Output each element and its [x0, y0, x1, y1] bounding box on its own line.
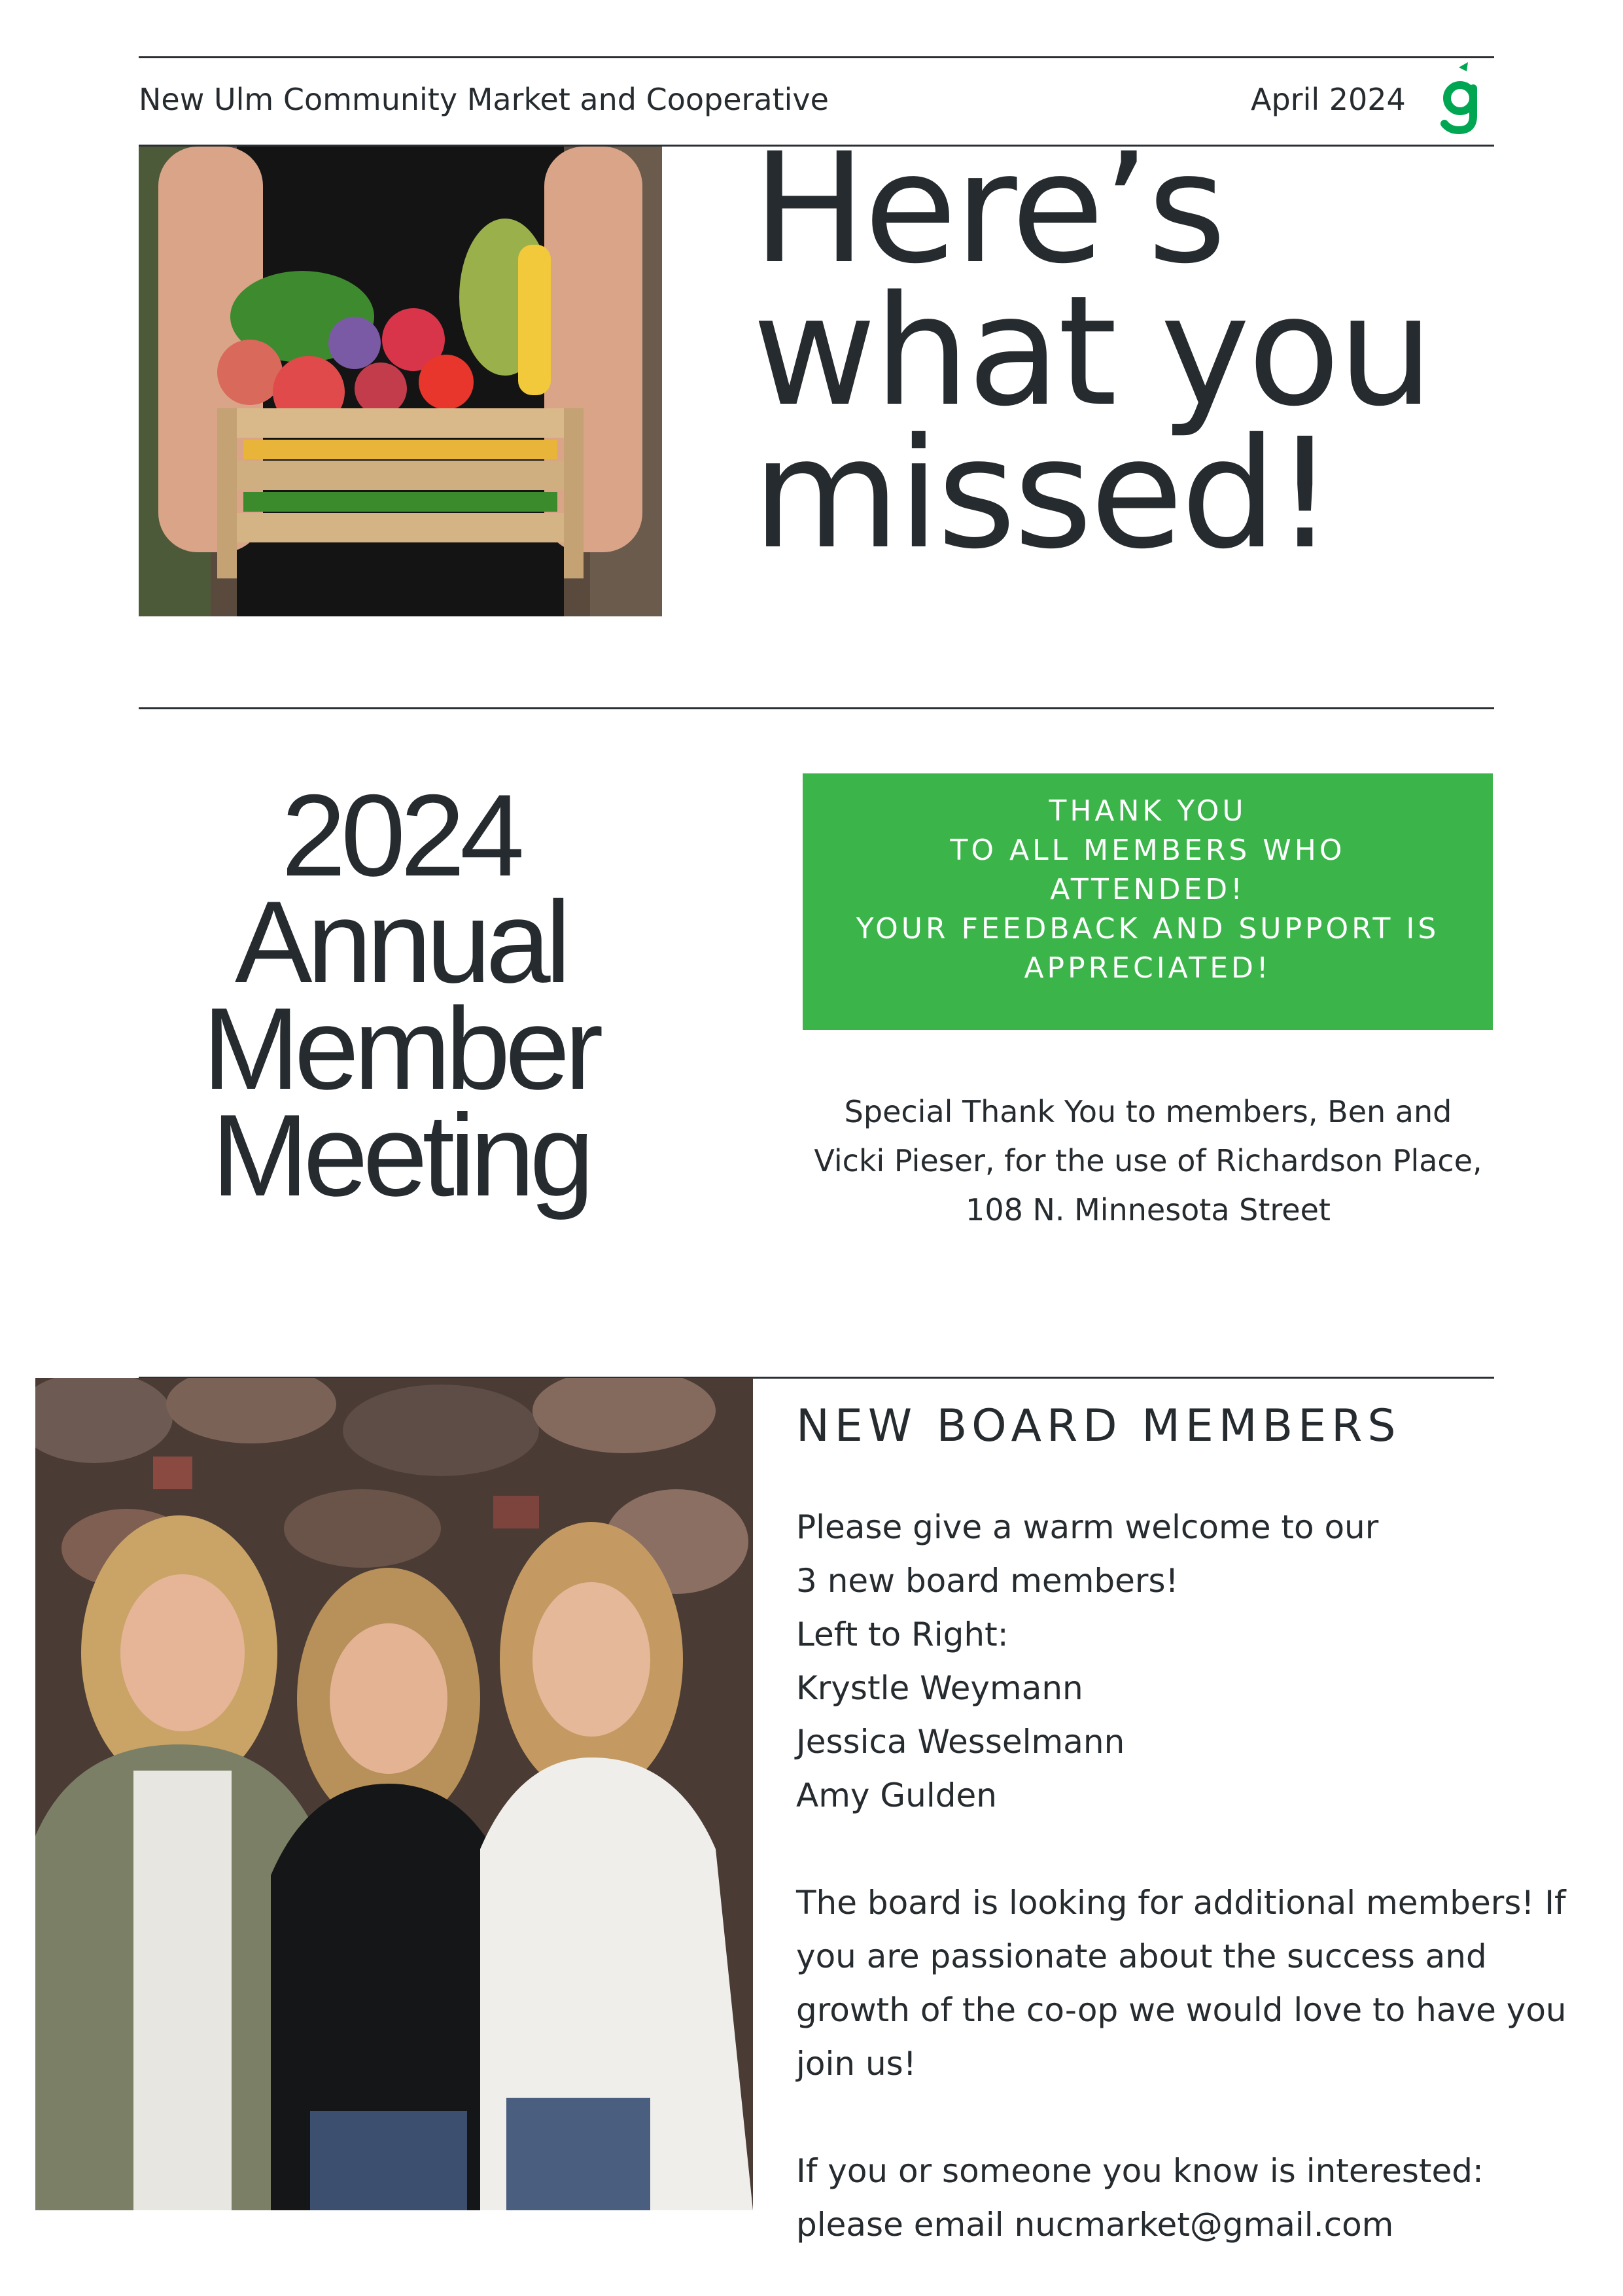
thank-you-line-2: TO ALL MEMBERS WHO — [950, 834, 1346, 867]
header-top-rule — [139, 56, 1494, 58]
hero-title-line-1: Here’s — [752, 120, 1224, 297]
produce-crate-photo — [139, 147, 662, 616]
thank-you-banner — [803, 773, 1493, 1030]
board-line-2: 3 new board members! — [796, 1562, 1179, 1600]
co-op-g-logo-icon — [1439, 62, 1485, 137]
meeting-title-line-3: Member — [202, 983, 599, 1114]
board-member-2: Jessica Wesselmann — [796, 1723, 1125, 1761]
hero-title-line-3: missed! — [752, 406, 1333, 582]
special-thanks-line-3: 108 N. Minnesota Street — [966, 1192, 1331, 1227]
thank-you-line-5: APPRECIATED! — [1024, 951, 1272, 985]
issue-date: April 2024 — [1251, 82, 1406, 117]
org-name: New Ulm Community Market and Cooperative — [139, 82, 829, 117]
meeting-title-line-4: Meeting — [211, 1090, 589, 1220]
board-line-11: join us! — [796, 2045, 916, 2083]
board-member-3: Amy Gulden — [796, 1776, 997, 1814]
meeting-title — [139, 770, 662, 1220]
section-divider — [139, 707, 1494, 709]
board-body — [796, 1500, 1607, 2252]
meeting-title-line-2: Annual — [234, 877, 567, 1007]
board-line-8: The board is looking for additional members! If — [796, 1884, 1566, 1922]
meeting-title-line-1: 2024 — [281, 770, 519, 900]
board-contact-email: please email nucmarket@gmail.com — [796, 2206, 1394, 2244]
hero-title — [752, 120, 1603, 582]
board-member-1: Krystle Weymann — [796, 1669, 1083, 1707]
hero-title-line-2: what you — [752, 263, 1431, 440]
thank-you-line-4: YOUR FEEDBACK AND SUPPORT IS — [856, 912, 1440, 945]
thank-you-line-1: THANK YOU — [1049, 794, 1247, 828]
special-thanks-line-1: Special Thank You to members, Ben and — [844, 1094, 1452, 1129]
thank-you-line-3: ATTENDED! — [1050, 873, 1246, 906]
board-spacer-1 — [796, 1822, 1607, 1876]
board-spacer-2 — [796, 2091, 1607, 2144]
board-heading: NEW BOARD MEMBERS — [796, 1400, 1401, 1452]
board-line-3: Left to Right: — [796, 1616, 1009, 1653]
special-thanks-line-2: Vicki Pieser, for the use of Richardson Place, — [814, 1143, 1482, 1178]
board-line-9: you are passionate about the success and — [796, 1937, 1487, 1975]
special-thanks — [795, 1087, 1501, 1235]
board-line-10: growth of the co-op we would love to have you — [796, 1991, 1567, 2029]
board-members-photo — [35, 1378, 753, 2210]
board-line-13: If you or someone you know is interested: — [796, 2152, 1484, 2190]
board-line-1: Please give a warm welcome to our — [796, 1508, 1379, 1546]
